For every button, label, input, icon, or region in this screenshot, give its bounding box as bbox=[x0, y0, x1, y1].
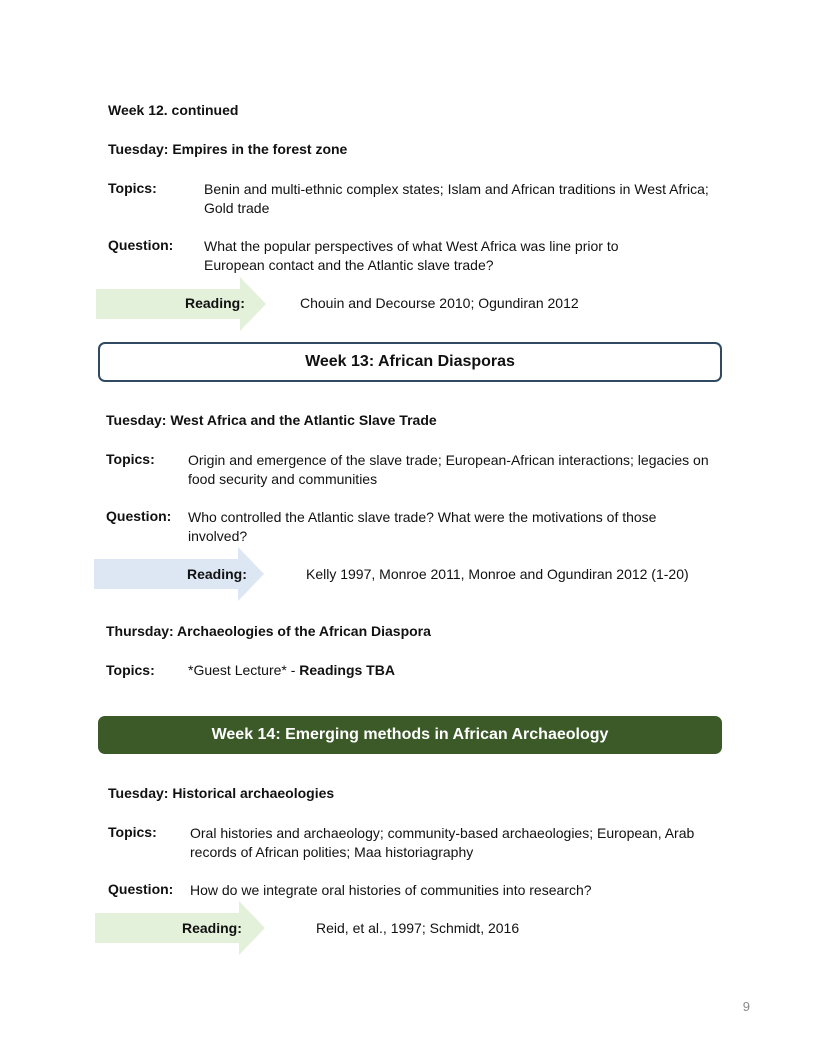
week13-tuesday-title: Tuesday: West Africa and the Atlantic Slave Trade bbox=[106, 412, 437, 428]
week12-tuesday-title: Tuesday: Empires in the forest zone bbox=[108, 141, 348, 157]
week14-topics-label: Topics: bbox=[108, 824, 157, 840]
week12-question-text: What the popular perspectives of what West Africa was line prior to European contact and the Atlantic slave trade? bbox=[204, 238, 619, 273]
week13-thursday-topics bbox=[188, 662, 395, 678]
week12-question-label: Question: bbox=[108, 237, 174, 253]
week13-thursday-topics-text: *Guest Lecture* - bbox=[188, 662, 300, 678]
page-number: 9 bbox=[742, 999, 750, 1014]
week13-thursday-topics-label: Topics: bbox=[106, 662, 155, 678]
week13-topics-label: Topics: bbox=[106, 451, 155, 467]
week12-reading-label: Reading: bbox=[185, 295, 245, 311]
week12-topics-text: Benin and multi-ethnic complex states; Islam and African traditions in West Africa; Gold trade bbox=[204, 181, 709, 216]
week13-reading-text: Kelly 1997, Monroe 2011, Monroe and Ogundiran 2012 (1-20) bbox=[306, 566, 689, 582]
week12-reading-text: Chouin and Decourse 2010; Ogundiran 2012 bbox=[300, 295, 579, 311]
week14-topics-text: Oral histories and archaeology; community-based archaeologies; European, Arab records of African polities; Maa historiagraphy bbox=[190, 825, 695, 860]
week13-topics-text: Origin and emergence of the slave trade; European-African interactions; legacies on food security and communities bbox=[188, 452, 709, 487]
week13-header: Week 13: African Diasporas bbox=[98, 342, 722, 382]
week14-header: Week 14: Emerging methods in African Archaeology bbox=[98, 716, 722, 754]
week13-thursday-topics-bold: Readings TBA bbox=[299, 662, 395, 678]
week14-reading-text: Reid, et al., 1997; Schmidt, 2016 bbox=[316, 920, 520, 936]
week13-reading-label: Reading: bbox=[187, 566, 247, 582]
week13-question-label: Question: bbox=[106, 508, 172, 524]
week14-question-label: Question: bbox=[108, 881, 174, 897]
week13-question-text: Who controlled the Atlantic slave trade? What were the motivations of those involved? bbox=[188, 509, 657, 544]
week14-reading-label: Reading: bbox=[182, 920, 242, 936]
week13-thursday-title: Thursday: Archaeologies of the African Diaspora bbox=[106, 623, 431, 639]
week12-topics-label: Topics: bbox=[108, 180, 157, 196]
week14-question-text: How do we integrate oral histories of communities into research? bbox=[190, 882, 592, 898]
week12-heading: Week 12. continued bbox=[108, 102, 239, 118]
week14-tuesday-title: Tuesday: Historical archaeologies bbox=[108, 785, 335, 801]
